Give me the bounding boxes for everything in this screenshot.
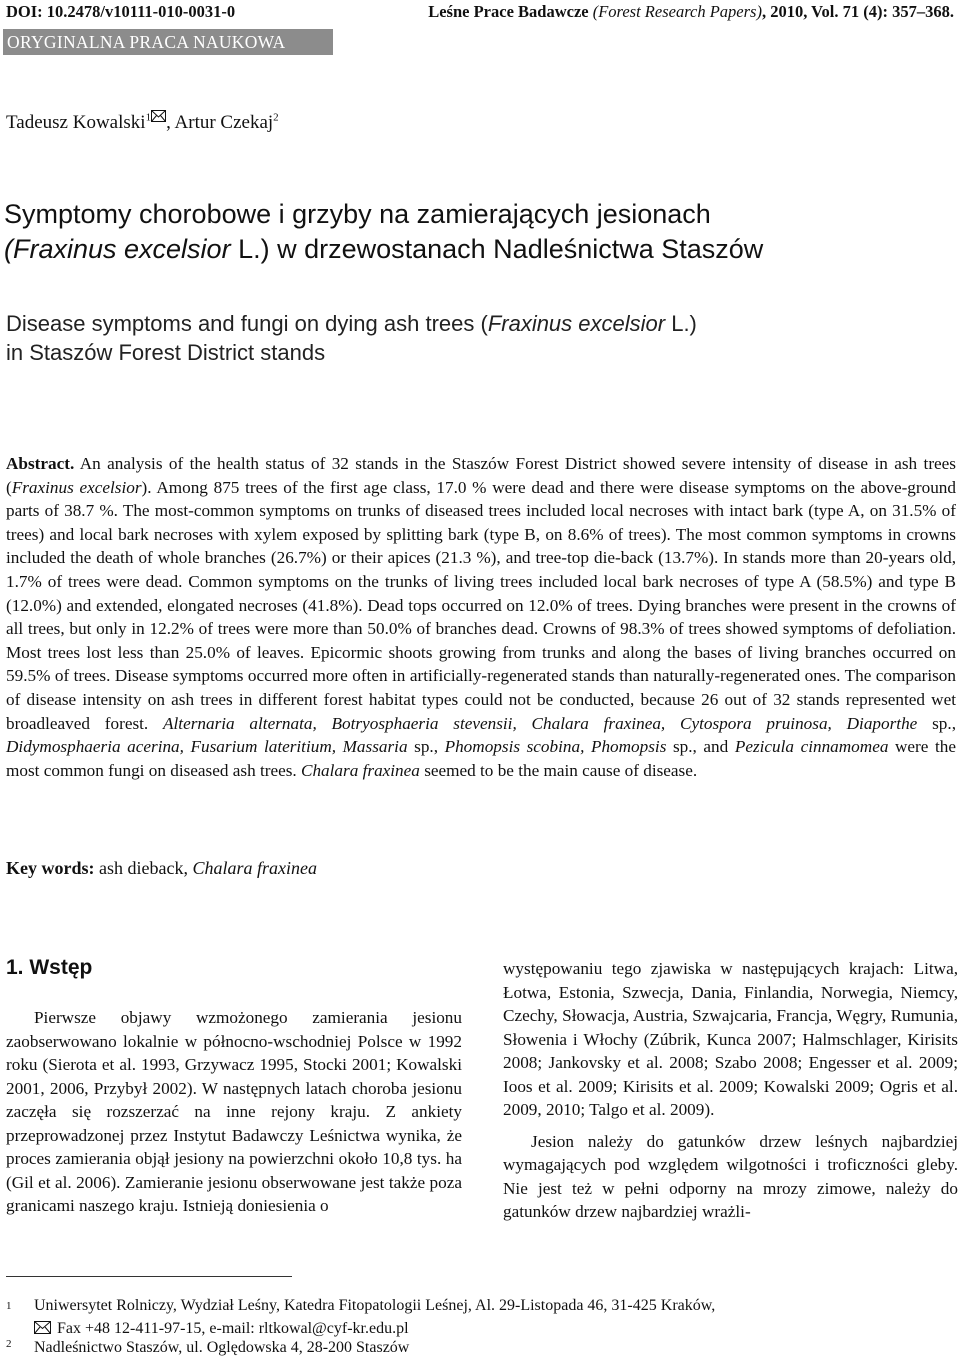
abstract-sp-1: sp., bbox=[917, 713, 956, 733]
journal-translation: (Forest Research Papers) bbox=[592, 2, 762, 21]
abstract-species: Fraxinus excelsior bbox=[11, 477, 142, 497]
authors bbox=[6, 110, 279, 134]
subtitle-line-2: in Staszów Forest District stands bbox=[6, 340, 326, 365]
abstract-fungi-2: Didymosphaeria acerina, Fusarium lateritium, Massaria bbox=[6, 737, 408, 757]
author-separator: , bbox=[166, 112, 175, 133]
author-1-affiliation: 1 bbox=[145, 111, 152, 124]
subtitle-species: Fraxinus excelsior bbox=[487, 311, 666, 336]
journal-citation bbox=[428, 2, 954, 22]
subtitle-part-1: Disease symptoms and fungi on dying ash trees ( bbox=[6, 311, 488, 336]
envelope-icon bbox=[151, 110, 166, 122]
intro-paragraph-1: Pierwsze objawy wzmożonego zamierania jesionu zaobserwowano lokalnie w północno-wschodniej Polsce w 1992 roku (Sierota et al. 1993, Grzywacz 1995, Stocki 2001; Kowalski 2001, 2006, Przybył 2002). W następnych latach choroba jesionu zaczęła się rozszerzać na inne rejony kraju. Z ankiety przeprowadzonej przez Instytut Badawczy Leśnictwa wynika, że proces zamierania objął jesiony na powierzchni około 10,8 tys. ha (Gil et al. 2006). Zamieranie jesionu obserwowane jest także poza granicami naszego kraju. Istnieją doniesienia o bbox=[6, 1008, 462, 1215]
title-part-2: L.) w drzewostanach Nadleśnictwa Staszów bbox=[230, 234, 764, 264]
right-column bbox=[503, 957, 958, 1224]
footnote-2-number: 2 bbox=[6, 1338, 12, 1350]
envelope-icon bbox=[34, 1321, 51, 1334]
left-column bbox=[6, 1006, 462, 1218]
author-1: Tadeusz Kowalski bbox=[6, 112, 146, 133]
intro-paragraph-3: Jesion należy do gatunków drzew leśnych najbardziej wymagających pod względem wilgotności i troficzności gleby. Nie jest też w pełni odporny na mrozy zimowe, należy do gatunków drzew najbardziej wrażli- bbox=[503, 1131, 958, 1221]
article-title-polish bbox=[4, 197, 954, 267]
title-part-1: Symptomy chorobowe i grzyby na zamierających jesionach bbox=[4, 199, 711, 229]
footnote-1-contact-text: Fax +48 12-411-97-15, e-mail: rltkowal@cyf-kr.edu.pl bbox=[57, 1320, 409, 1337]
author-2-affiliation: 2 bbox=[273, 111, 279, 124]
subtitle-part-2: L.) bbox=[665, 311, 697, 336]
keywords-label: Key words: bbox=[6, 858, 95, 878]
abstract-fungi-4: Pezicula cinnamomea bbox=[734, 737, 889, 757]
footnote-2: Nadleśnictwo Staszów, ul. Oględowska 4, 28-200 Staszów bbox=[34, 1339, 410, 1356]
abstract-text-3: were the most common fungi on diseased ash trees. bbox=[6, 737, 956, 780]
abstract-label: Abstract. bbox=[6, 454, 75, 473]
abstract-fungi-3: Phomopsis scobina, Phomopsis bbox=[444, 737, 667, 757]
keywords bbox=[6, 858, 317, 879]
footnote-1-number: 1 bbox=[6, 1300, 12, 1312]
doi: DOI: 10.2478/v10111-010-0031-0 bbox=[6, 2, 236, 21]
footnote-1: Uniwersytet Rolniczy, Wydział Leśny, Katedra Fitopatologii Leśnej, Al. 29-Listopada 46, 31-425 Kraków, bbox=[34, 1297, 716, 1314]
article-title-english bbox=[6, 309, 956, 367]
abstract-text-2: ). Among 875 trees of the first age class, 17.0 % were dead and there were disease symptoms on the above-ground parts of 38.7 %. The most-common symptoms on trunks of diseased trees included local necroses with intact bark (type A, on 31.5% of trees) and local bark necroses with xylem exposed by splitting bark (type B, on 8.6% of trees). The most common symptoms in crowns included the death of whole branches (26.7%) or their apices (21.3 %), and tree-top die-back (13.7%). In stands more than 20-years old, 1.7% of trees were dead. Common symptoms on the trunks of living trees included local bark necroses of type A (58.5%) and type B (12.0%) and extended, elongated necroses (41.8%). Dead tops occurred on 12.0% of trees. Dying branches were present in the crowns of all trees, but only in 12.2% of trees were more than 50.0% of branches dead. Crowns of 98.3% of trees showed symptoms of defoliation. Most trees lost less than 25.0% of leaves. Epicormic shoots growing from trunks and along the bases of living branches occurred on 59.5% of trees. Disease symptoms occurred more often in artificially-regenerated stands than naturally-regenerated ones. The comparison of disease intensity on ash trees in different forest habitat types could not be conducted, because 26 out of 32 stands represented wet broadleaved forest. bbox=[6, 477, 956, 733]
intro-paragraph-2: występowaniu tego zjawiska w następujących krajach: Litwa, Łotwa, Estonia, Szwecja, Dania, Finlandia, Norwegia, Niemcy, Czechy, Słowacja, Austria, Szwajcaria, Francja, Węgry, Rumunia, Słowenia i Włochy (Zúbrik, Kunca 2007; Halmschlager, Kirisits 2008; Jankovsky et al. 2008; Szabo 2008; Engesser et al. 2009; Ioos et al. 2009; Kirisits et al. 2009; Kowalski 2009; Ogris et al. 2009, 2010; Talgo et al. 2009). bbox=[503, 959, 958, 1119]
keywords-species: Chalara fraxinea bbox=[192, 858, 317, 878]
section-heading: 1. Wstęp bbox=[6, 956, 93, 979]
title-species: (Fraxinus excelsior bbox=[4, 234, 231, 264]
author-2: Artur Czekaj bbox=[174, 112, 274, 133]
abstract-fungi-1: Alternaria alternata, Botryosphaeria stevensii, Chalara fraxinea, Cytospora pruinosa, Diaporthe bbox=[163, 713, 918, 733]
journal-issue: , 2010, Vol. 71 (4): 357–368. bbox=[761, 2, 954, 21]
abstract-fungi-5: Chalara fraxinea bbox=[301, 760, 420, 780]
footnote-divider bbox=[6, 1276, 292, 1277]
abstract-sp-2: sp., bbox=[407, 737, 445, 757]
abstract-text-1: An analysis of the health status of 32 stands in the Staszów Forest District showed severe intensity of disease in ash trees ( bbox=[6, 454, 956, 497]
abstract-text-4: seemed to be the main cause of disease. bbox=[419, 760, 698, 780]
abstract bbox=[6, 452, 956, 782]
journal-name: Leśne Prace Badawcze bbox=[428, 2, 589, 21]
abstract-sp-3: sp., and bbox=[666, 737, 735, 757]
keywords-text: ash dieback, bbox=[94, 858, 193, 878]
article-type-banner: ORYGINALNA PRACA NAUKOWA bbox=[3, 29, 333, 55]
